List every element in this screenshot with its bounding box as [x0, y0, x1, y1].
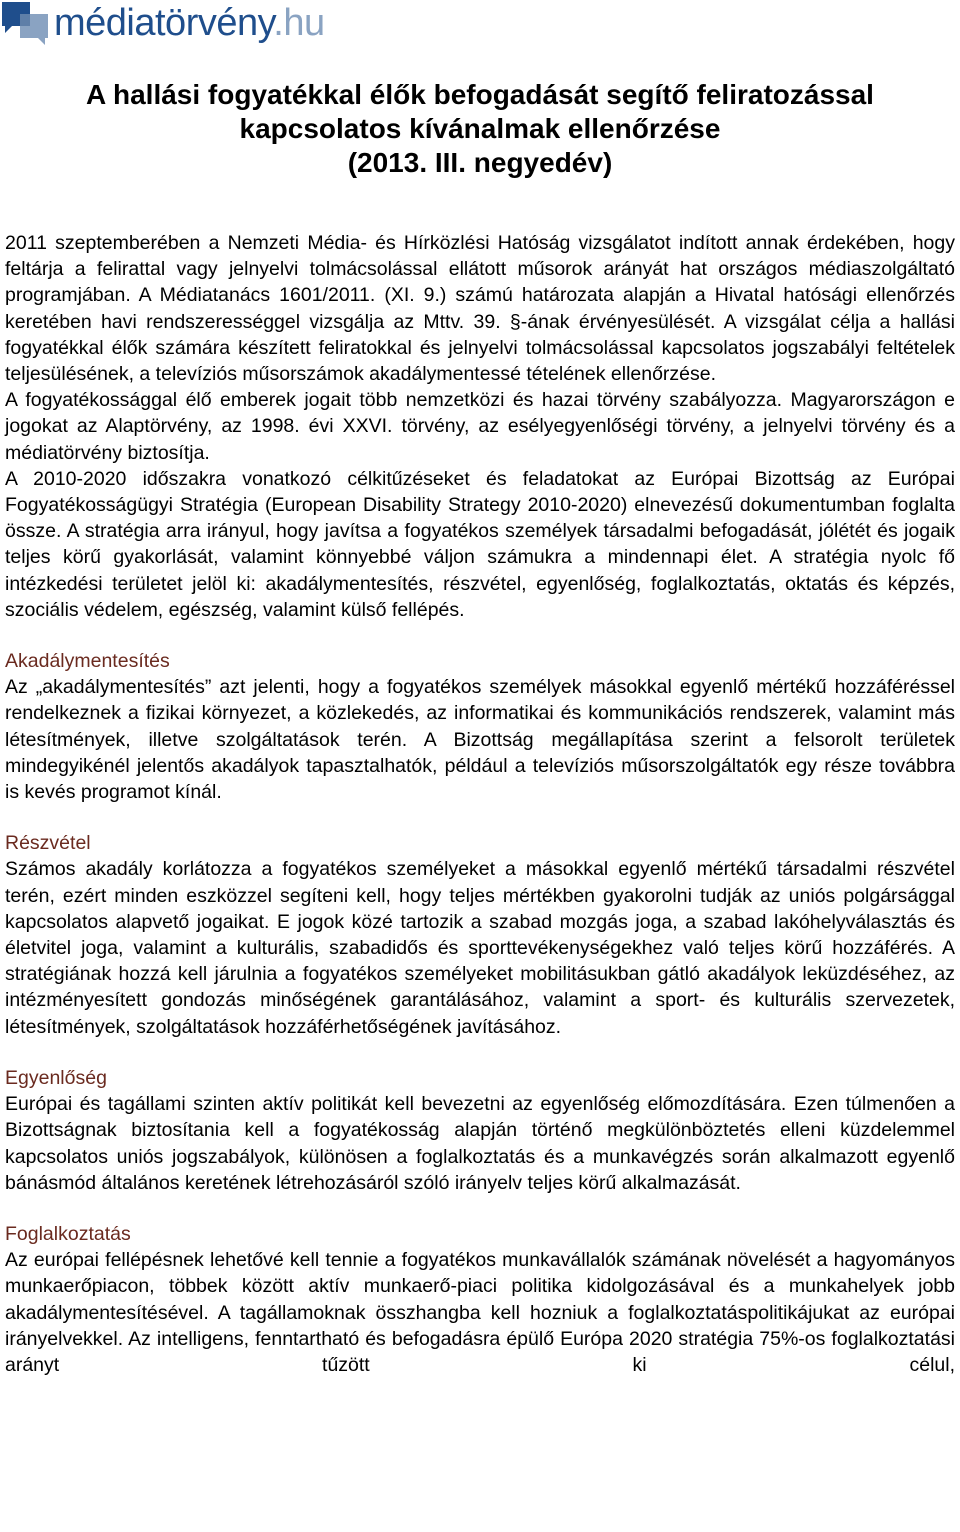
section-heading-akadalymentesites: Akadálymentesítés: [5, 650, 170, 673]
title-line-3: (2013. III. negyedév): [347, 147, 613, 178]
intro-paragraph-2: A fogyatékossággal élő emberek jogait több nemzetközi és hazai törvény szabályozza. Magyarországon e jogokat az Alaptörvény, az 1998. évi XXVI. törvény, az esélyegyenlőségi törvény, a jelnyelvi törvény és a médiatörvény biztosítja.: [5, 389, 955, 464]
document-title: [0, 78, 960, 180]
section-text-akadalymentesites: Az „akadálymentesítés” azt jelenti, hogy a fogyatékos személyek másokkal egyenlő mértékű hozzáféréssel rendelkeznek a fizikai környezet, a közlekedés, az informatikai és kommunikációs rendszerek, valamint más létesítmények, illetve szolgáltatások terén. A Bizottság megállapítása szerint a felsorolt területek mindegyikénél jelentős akadályok tapasztalhatók, például a televíziós műsorszolgáltatók egy része továbbra is kevés programot kínál.: [5, 676, 955, 804]
site-logo[interactable]: [0, 0, 325, 46]
title-line-1: A hallási fogyatékkal élők befogadását segítő feliratozással: [86, 79, 874, 110]
section-text-reszvetel: Számos akadály korlátozza a fogyatékos személyeket a másokkal egyenlő mértékű társadalmi részvétel terén, ezért minden eszközzel segíteni kell, hogy teljes mértékben gyakorolni tudják az uniós polgársággal kapcsolatos alapvető jogaikat. E jogok közé tartozik a szabad mozgás joga, a szabad lakóhelyválasztás és életvitel joga, valamint a kulturális, szabadidős és sporttevékenységekhez való teljes körű hozzáférés. A stratégiának hozzá kell járulnia a fogyatékos személyeket mobilitásukban gátló akadályok leküzdéséhez, az intézményesített gondozás minőségének garantálásához, valamint a sport- és kulturális szervezetek, létesítmények, szolgáltatások hozzáférhetőségének javításához.: [5, 858, 955, 1038]
section-text-foglalkoztatas: Az európai fellépésnek lehetővé kell tennie a fogyatékos munkavállalók számának növelését a hagyományos munkaerőpiacon, többek között aktív munkaerő-piaci politika kidolgozásával és a munkahelyek jobb akadálymentesítésével. A tagállamoknak összhangba kell hozniuk a foglalkoztatáspolitikájukat az európai irányelvekkel. Az intelligens, fenntartható és befogadásra épülő Európa 2020 stratégia 75%-os foglalkoztatási arányt tűzött ki célul,: [5, 1249, 955, 1376]
logo-brand: médiatörvény: [54, 2, 274, 44]
intro-paragraph-3: A 2010-2020 időszakra vonatkozó célkitűzéseket és feladatokat az Európai Bizottság az Európai Fogyatékosságügyi Stratégia (European Disability Strategy 2010-2020) elnevezésű dokumentumban foglalta össze. A stratégia arra irányul, hogy javítsa a fogyatékos személyek társadalmi befogadását, jólétét és jogaik teljes körű gyakorlását, valamint könnyebbé váljon számukra a mindennapi élet. A stratégia nyolc fő intézkedési területet jelöl ki: akadálymentesítés, részvétel, egyenlőség, foglalkoztatás, oktatás és képzés, szociális védelem, egészség, valamint külső fellépés.: [5, 467, 955, 621]
section-heading-egyenloseg: Egyenlőség: [5, 1066, 107, 1089]
speech-bubbles-icon: [0, 0, 50, 46]
section-heading-reszvetel: Részvétel: [5, 832, 91, 855]
logo-wordmark: [54, 4, 325, 42]
title-line-2: kapcsolatos kívánalmak ellenőrzése: [239, 113, 721, 144]
document-body: [5, 230, 955, 1378]
intro-paragraph-1: 2011 szeptemberében a Nemzeti Média- és Hírközlési Hatóság vizsgálatot indított annak érdekében, hogy feltárja a felirattal vagy jelnyelvi tolmácsolással ellátott műsorok arányát hat országos médiaszolgáltató programjában. A Médiatanács 1601/2011. (XI. 9.) számú határozata alapján a Hivatal hatósági ellenőrzés keretében havi rendszerességgel vizsgálja az Mttv. 39. §-ának érvényesülését. A vizsgálat célja a hallási fogyatékkal élők számára készített feliratokkal és jelnyelvi tolmácsolással kapcsolatos jogszabályi feltételek teljesülésének, a televíziós műsorszámok akadálymentessé tételének ellenőrzése.: [5, 232, 955, 386]
section-heading-foglalkoztatas: Foglalkoztatás: [5, 1222, 131, 1245]
logo-tld: .hu: [273, 2, 325, 44]
section-text-egyenloseg: Európai és tagállami szinten aktív politikát kell bevezetni az egyenlőség előmozdítására. Ezen túlmenően a Bizottságnak biztosítania kell a fogyatékosság alapján történő megkülönböztetés elleni küzdelemmel kapcsolatos uniós jogszabályok, különösen a foglalkoztatás és a munkavégzés során alkalmazott egyenlő bánásmód általános keretének létrehozásáról szóló irányelv teljes körű alkalmazását.: [5, 1093, 955, 1194]
